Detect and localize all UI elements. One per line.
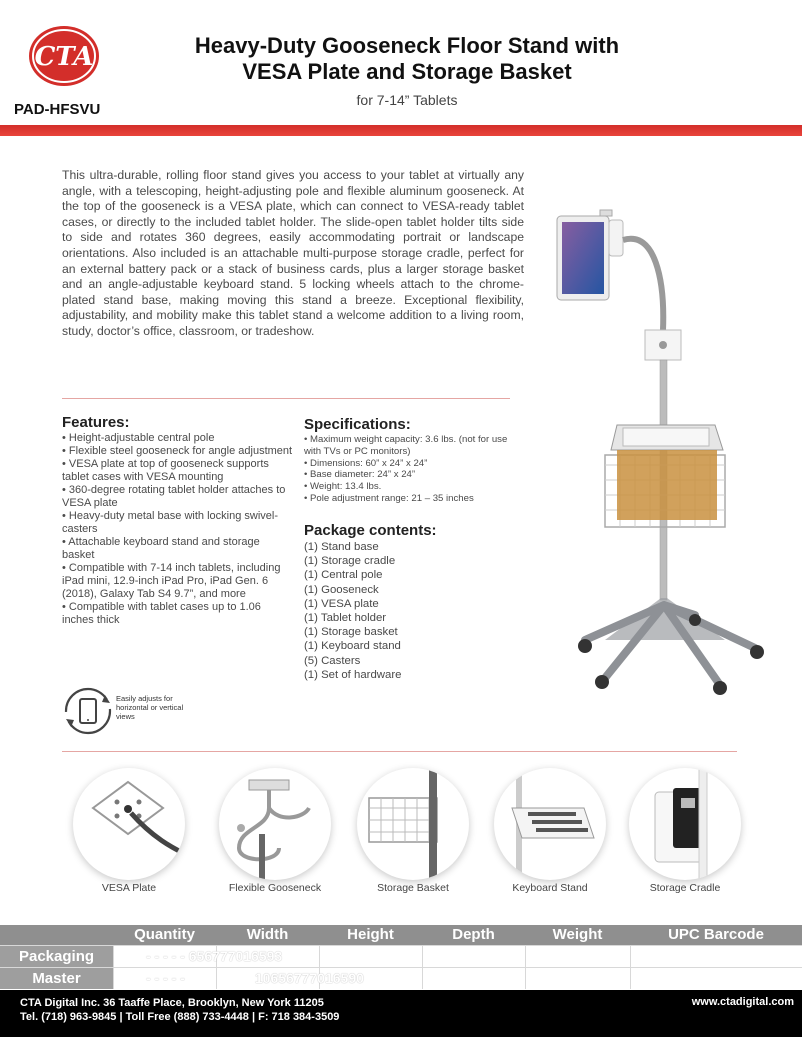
- col-header-quantity: Quantity: [134, 926, 195, 943]
- features-title: Features:: [62, 414, 130, 431]
- package-item: (1) Storage basket: [304, 626, 398, 639]
- package-item: (5) Casters: [304, 654, 361, 667]
- svg-text:CTA: CTA: [34, 42, 94, 72]
- specifications-section: [304, 416, 524, 505]
- vesa-plate-thumbnail: [73, 768, 185, 880]
- feature-item: • 360-degree rotating tablet holder attaches to VESA plate: [62, 484, 286, 509]
- flexible-gooseneck-label: Flexible Gooseneck: [228, 882, 322, 894]
- product-description: This ultra-durable, rolling floor stand gives you access to your tablet at virtually any angle, with a telescoping, height-adjusting pole and flexible aluminum gooseneck. At the top of the gooseneck is a VESA plate, which can connect to VESA-ready tablet cases, or directly to the included tablet holder. The slide-open tablet holder tilts side to side and rotates 360 degrees, easily accommodating portrait or landscape orientations. Also included is an attachable multi-purpose storage cradle, perfect for an external battery pack or a stack of business cards, plus a larger storage basket and an angle-adjustable keyboard stand. 5 locking wheels attach to the chrome-plated stand base, making moving this stand a breeze. Exceptional flexibility, adjustability, and mobility make this tablet stand a welcome addition to a living room, study, doctor’s office, classroom, or tradeshow.: [62, 168, 524, 338]
- table-row: [0, 945, 802, 967]
- spec-item: • Weight: 13.4 lbs.: [304, 481, 382, 493]
- package-item: (1) Keyboard stand: [304, 640, 401, 653]
- page-title: [160, 33, 654, 85]
- rotate-badge-text: Easily adjusts for horizontal or vertical views: [116, 694, 184, 721]
- col-header-upc: UPC Barcode: [668, 926, 764, 943]
- storage-basket-thumbnail: [357, 768, 469, 880]
- storage-cradle-thumbnail: [629, 768, 741, 880]
- page-subtitle: for 7-14” Tablets: [356, 92, 458, 108]
- package-item: (1) Central pole: [304, 569, 383, 582]
- package-item: (1) Set of hardware: [304, 668, 402, 681]
- table-header-row: [0, 925, 802, 945]
- table-row: [0, 967, 802, 989]
- footer: [0, 990, 802, 1037]
- product-sku: PAD-HFSVU: [14, 101, 101, 118]
- feature-item: • Height-adjustable central pole: [62, 432, 215, 444]
- flexible-gooseneck-thumbnail: [219, 768, 331, 880]
- packaging-values: - - - - - 656777016593: [146, 948, 283, 964]
- spec-item: • Maximum weight capacity: 3.6 lbs. (not for use with TVs or PC monitors): [304, 434, 508, 457]
- cta-logo: [28, 25, 100, 87]
- col-header-depth: Depth: [452, 926, 495, 943]
- title-line-1: Heavy-Duty Gooseneck Floor Stand with: [194, 33, 620, 58]
- package-item: (1) Gooseneck: [304, 583, 379, 596]
- package-contents-list: [304, 540, 514, 682]
- product-image: [545, 200, 790, 700]
- spec-item: • Pole adjustment range: 21 – 35 inches: [304, 492, 474, 504]
- row-label-master: Master: [0, 968, 113, 989]
- feature-item: • Compatible with tablet cases up to 1.06 inches thick: [62, 601, 261, 626]
- col-header-weight: Weight: [552, 926, 603, 943]
- feature-item: • Compatible with 7-14 inch tablets, including iPad mini, 12.9-inch iPad Pro, iPad Gen. 6 (2018), Galaxy Tab S4 9.7”, and more: [62, 562, 281, 600]
- package-contents-section: [304, 522, 514, 682]
- website-link[interactable]: www.ctadigital.com: [691, 996, 794, 1008]
- feature-item: • Flexible steel gooseneck for angle adjustment: [62, 445, 293, 457]
- row-label-packaging: Packaging: [0, 946, 113, 967]
- footer-address: CTA Digital Inc. 36 Taaffe Place, Brooklyn, New York 11205: [20, 997, 324, 1009]
- spec-item: • Dimensions: 60” x 24” x 24”: [304, 457, 428, 469]
- rotate-tablet-icon: [62, 685, 114, 737]
- vesa-plate-label: VESA Plate: [101, 882, 157, 894]
- header-red-bar: [0, 125, 802, 136]
- shipping-spec-table: [0, 925, 802, 989]
- header: [0, 0, 802, 130]
- feature-item: • VESA plate at top of gooseneck supports tablet cases with VESA mounting: [62, 458, 269, 483]
- footer-phones: Tel. (718) 963-9845 | Toll Free (888) 733-4448 | F: 718 384-3509: [20, 1011, 340, 1023]
- col-header-width: Width: [246, 926, 289, 943]
- package-item: (1) Storage cradle: [304, 555, 396, 568]
- specifications-list: [304, 434, 524, 505]
- specifications-title: Specifications:: [304, 416, 411, 433]
- package-item: (1) Stand base: [304, 541, 379, 553]
- feature-item: • Heavy-duty metal base with locking swivel-casters: [62, 510, 278, 535]
- col-header-height: Height: [347, 926, 394, 943]
- features-list: [62, 432, 294, 627]
- feature-item: • Attachable keyboard stand and storage basket: [62, 536, 260, 561]
- master-values: - - - - - 10656777016590: [146, 970, 364, 986]
- title-line-2: VESA Plate and Storage Basket: [242, 59, 572, 84]
- storage-basket-label: Storage Basket: [377, 882, 449, 894]
- features-section: [62, 414, 294, 627]
- storage-cradle-label: Storage Cradle: [649, 882, 721, 894]
- keyboard-stand-thumbnail: [494, 768, 606, 880]
- package-item: (1) VESA plate: [304, 597, 379, 610]
- divider: [62, 398, 510, 399]
- keyboard-stand-label: Keyboard Stand: [512, 882, 588, 894]
- package-item: (1) Tablet holder: [304, 612, 387, 625]
- spec-item: • Base diameter: 24” x 24”: [304, 469, 416, 481]
- divider: [62, 751, 737, 752]
- package-contents-title: Package contents:: [304, 522, 437, 539]
